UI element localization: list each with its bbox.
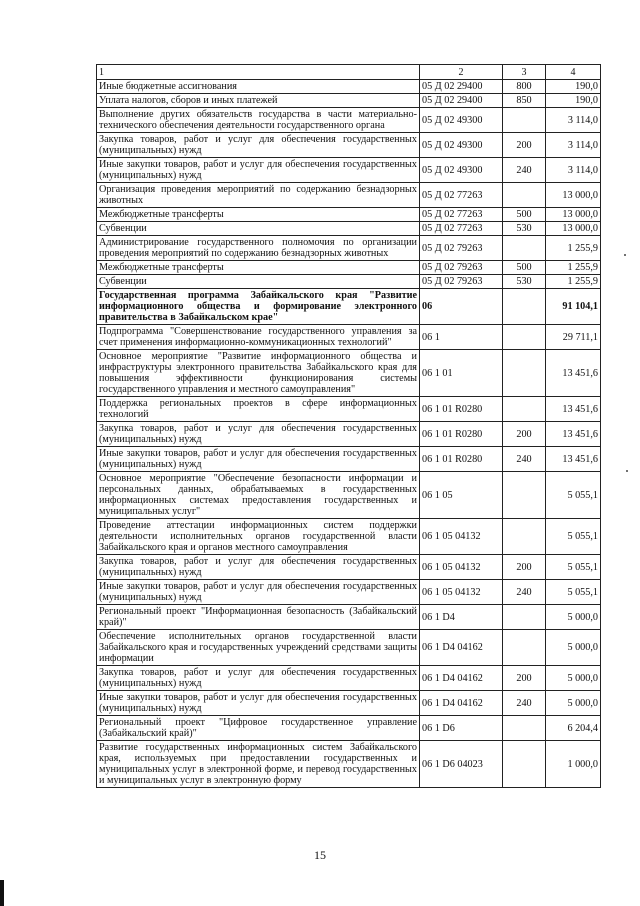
row-amount-cell: 5 000,0 (546, 605, 601, 630)
row-amount-cell: 91 104,1 (546, 289, 601, 325)
table-row (97, 208, 601, 222)
row-expense-type-cell (503, 236, 546, 261)
table-row (97, 289, 601, 325)
table-row (97, 422, 601, 447)
row-name-cell: Поддержка региональных проектов в сфере информационных технологий (97, 397, 420, 422)
row-expense-type-cell: 200 (503, 422, 546, 447)
row-code-cell: 05 Д 02 29400 (420, 94, 503, 108)
budget-table (96, 64, 601, 788)
row-amount-cell: 13 451,6 (546, 447, 601, 472)
row-amount-cell: 6 204,4 (546, 716, 601, 741)
row-name-cell: Региональный проект "Информационная безопасность (Забайкальский край)" (97, 605, 420, 630)
row-code-cell: 06 1 D6 (420, 716, 503, 741)
row-code-cell: 06 1 05 (420, 472, 503, 519)
row-name-cell: Иные закупки товаров, работ и услуг для обеспечения государственных (муниципальных) нужд (97, 691, 420, 716)
row-expense-type-cell (503, 397, 546, 422)
row-amount-cell: 3 114,0 (546, 158, 601, 183)
row-expense-type-cell: 800 (503, 80, 546, 94)
table-row (97, 447, 601, 472)
row-code-cell: 05 Д 02 49300 (420, 108, 503, 133)
table-row (97, 397, 601, 422)
row-name-cell: Иные бюджетные ассигнования (97, 80, 420, 94)
row-amount-cell: 1 255,9 (546, 236, 601, 261)
row-code-cell: 05 Д 02 77263 (420, 208, 503, 222)
row-code-cell: 06 1 01 R0280 (420, 397, 503, 422)
budget-table-body (97, 65, 601, 788)
row-code-cell: 06 1 05 04132 (420, 519, 503, 555)
row-amount-cell: 13 451,6 (546, 397, 601, 422)
row-amount-cell: 13 000,0 (546, 183, 601, 208)
row-expense-type-cell: 240 (503, 158, 546, 183)
table-row (97, 350, 601, 397)
row-code-cell: 06 (420, 289, 503, 325)
row-code-cell: 06 1 01 R0280 (420, 447, 503, 472)
table-row (97, 222, 601, 236)
row-name-cell: Межбюджетные трансферты (97, 208, 420, 222)
row-amount-cell: 13 451,6 (546, 350, 601, 397)
column-header-1: 1 (97, 65, 420, 80)
table-row (97, 605, 601, 630)
row-code-cell: 05 Д 02 49300 (420, 158, 503, 183)
row-expense-type-cell (503, 350, 546, 397)
row-amount-cell: 13 451,6 (546, 422, 601, 447)
header-row (97, 65, 601, 80)
table-row (97, 158, 601, 183)
row-code-cell: 06 1 D4 04162 (420, 630, 503, 666)
row-amount-cell: 5 055,1 (546, 519, 601, 555)
row-name-cell: Иные закупки товаров, работ и услуг для обеспечения государственных (муниципальных) нужд (97, 158, 420, 183)
row-expense-type-cell (503, 605, 546, 630)
column-header-3: 3 (503, 65, 546, 80)
row-expense-type-cell: 500 (503, 261, 546, 275)
row-expense-type-cell (503, 108, 546, 133)
row-amount-cell: 190,0 (546, 94, 601, 108)
table-row (97, 555, 601, 580)
row-name-cell: Проведение аттестации информационных систем поддержки деятельности исполнительных органов государственной власти Забайкальского края и органов местного самоуправления (97, 519, 420, 555)
margin-mark (0, 880, 4, 906)
row-name-cell: Администрирование государственного полномочия по организации проведения мероприятий по содержанию безнадзорных животных (97, 236, 420, 261)
row-code-cell: 06 1 D4 (420, 605, 503, 630)
row-code-cell: 06 1 D4 04162 (420, 691, 503, 716)
table-row (97, 261, 601, 275)
row-code-cell: 05 Д 02 79263 (420, 275, 503, 289)
row-name-cell: Субвенции (97, 222, 420, 236)
table-row (97, 275, 601, 289)
row-code-cell: 06 1 01 (420, 350, 503, 397)
table-row (97, 80, 601, 94)
row-code-cell: 06 1 05 04132 (420, 555, 503, 580)
row-amount-cell: 5 000,0 (546, 666, 601, 691)
table-row (97, 133, 601, 158)
row-name-cell: Обеспечение исполнительных органов государственной власти Забайкальского края и государственных учреждений средствами защиты информации (97, 630, 420, 666)
row-expense-type-cell: 240 (503, 580, 546, 605)
page-number: 15 (314, 848, 326, 862)
row-amount-cell: 5 055,1 (546, 472, 601, 519)
column-header-2: 2 (420, 65, 503, 80)
table-row (97, 741, 601, 788)
row-amount-cell: 190,0 (546, 80, 601, 94)
row-name-cell: Межбюджетные трансферты (97, 261, 420, 275)
row-code-cell: 06 1 01 R0280 (420, 422, 503, 447)
row-code-cell: 05 Д 02 79263 (420, 261, 503, 275)
table-row (97, 630, 601, 666)
row-expense-type-cell: 200 (503, 666, 546, 691)
table-row (97, 325, 601, 350)
row-code-cell: 05 Д 02 29400 (420, 80, 503, 94)
row-code-cell: 06 1 D4 04162 (420, 666, 503, 691)
row-code-cell: 06 1 05 04132 (420, 580, 503, 605)
row-expense-type-cell (503, 519, 546, 555)
table-row (97, 236, 601, 261)
table-row (97, 108, 601, 133)
row-amount-cell: 3 114,0 (546, 133, 601, 158)
table-row (97, 94, 601, 108)
row-amount-cell: 3 114,0 (546, 108, 601, 133)
table-row (97, 183, 601, 208)
column-header-4: 4 (546, 65, 601, 80)
row-expense-type-cell (503, 741, 546, 788)
table-row (97, 472, 601, 519)
row-amount-cell: 13 000,0 (546, 208, 601, 222)
row-expense-type-cell (503, 289, 546, 325)
row-name-cell: Иные закупки товаров, работ и услуг для обеспечения государственных (муниципальных) нужд (97, 447, 420, 472)
row-amount-cell: 1 255,9 (546, 275, 601, 289)
row-name-cell: Региональный проект "Цифровое государственное управление (Забайкальский край)" (97, 716, 420, 741)
scan-speck (624, 254, 626, 256)
row-name-cell: Закупка товаров, работ и услуг для обеспечения государственных (муниципальных) нужд (97, 422, 420, 447)
row-amount-cell: 29 711,1 (546, 325, 601, 350)
row-expense-type-cell: 200 (503, 555, 546, 580)
row-amount-cell: 5 000,0 (546, 630, 601, 666)
row-name-cell: Развитие государственных информационных систем Забайкальского края, используемых при предоставлении государственных и муниципальных услуг в электронной форме, и перевод государственных и муниципальных услуг в электронную форму (97, 741, 420, 788)
row-amount-cell: 1 255,9 (546, 261, 601, 275)
row-name-cell: Основное мероприятие "Обеспечение безопасности информации и персональных данных, обрабатываемых в государственных информационных системах предоставления государственных и муниципальных услуг" (97, 472, 420, 519)
row-name-cell: Основное мероприятие "Развитие информационного общества и инфраструктуры электронного правительства Забайкальского края для повышения эффективности функционирования системы государственного управления и местного самоуправления" (97, 350, 420, 397)
row-code-cell: 05 Д 02 77263 (420, 222, 503, 236)
row-name-cell: Иные закупки товаров, работ и услуг для обеспечения государственных (муниципальных) нужд (97, 580, 420, 605)
row-name-cell: Подпрограмма "Совершенствование государственного управления за счет применения информационно-коммуникационных технологий" (97, 325, 420, 350)
row-expense-type-cell (503, 630, 546, 666)
table-row (97, 519, 601, 555)
row-amount-cell: 5 000,0 (546, 691, 601, 716)
row-expense-type-cell: 240 (503, 691, 546, 716)
row-code-cell: 05 Д 02 77263 (420, 183, 503, 208)
table-row (97, 580, 601, 605)
row-code-cell: 06 1 (420, 325, 503, 350)
table-row (97, 716, 601, 741)
row-code-cell: 05 Д 02 79263 (420, 236, 503, 261)
row-name-cell: Закупка товаров, работ и услуг для обеспечения государственных (муниципальных) нужд (97, 555, 420, 580)
row-name-cell: Государственная программа Забайкальского края "Развитие информационного общества и формирование электронного правительства в Забайкальском крае" (97, 289, 420, 325)
row-expense-type-cell (503, 183, 546, 208)
row-name-cell: Закупка товаров, работ и услуг для обеспечения государственных (муниципальных) нужд (97, 133, 420, 158)
row-name-cell: Субвенции (97, 275, 420, 289)
scan-speck (626, 470, 628, 472)
row-amount-cell: 13 000,0 (546, 222, 601, 236)
row-name-cell: Уплата налогов, сборов и иных платежей (97, 94, 420, 108)
table-row (97, 666, 601, 691)
row-expense-type-cell: 500 (503, 208, 546, 222)
row-amount-cell: 5 055,1 (546, 580, 601, 605)
row-expense-type-cell: 530 (503, 275, 546, 289)
row-name-cell: Выполнение других обязательств государства в части материально-технического обеспечения деятельности государственного органа (97, 108, 420, 133)
row-expense-type-cell: 530 (503, 222, 546, 236)
row-expense-type-cell: 240 (503, 447, 546, 472)
row-name-cell: Организация проведения мероприятий по содержанию безнадзорных животных (97, 183, 420, 208)
row-code-cell: 06 1 D6 04023 (420, 741, 503, 788)
row-name-cell: Закупка товаров, работ и услуг для обеспечения государственных (муниципальных) нужд (97, 666, 420, 691)
row-expense-type-cell: 850 (503, 94, 546, 108)
row-amount-cell: 5 055,1 (546, 555, 601, 580)
row-amount-cell: 1 000,0 (546, 741, 601, 788)
row-code-cell: 05 Д 02 49300 (420, 133, 503, 158)
table-row (97, 691, 601, 716)
row-expense-type-cell (503, 716, 546, 741)
row-expense-type-cell: 200 (503, 133, 546, 158)
row-expense-type-cell (503, 472, 546, 519)
row-expense-type-cell (503, 325, 546, 350)
